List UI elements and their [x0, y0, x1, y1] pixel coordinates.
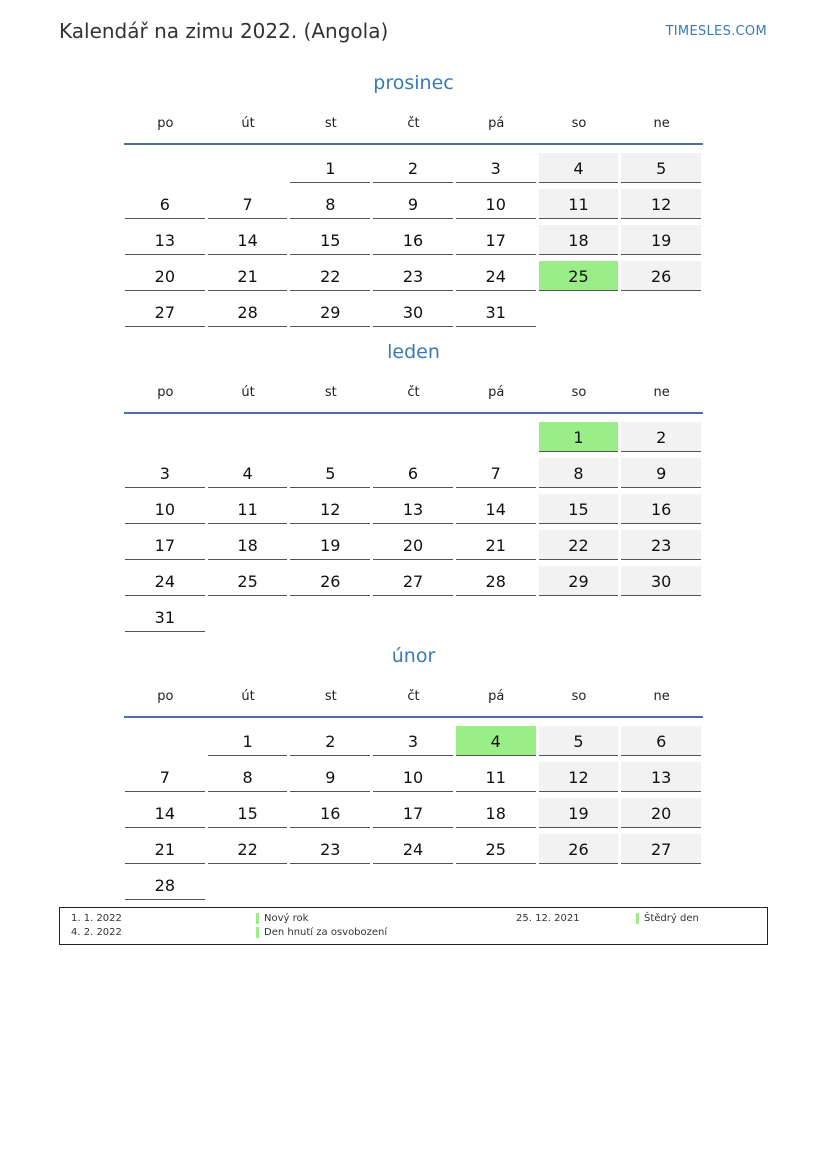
day-number: 11 — [539, 189, 619, 219]
day-cell — [372, 185, 455, 221]
day-cell — [372, 490, 455, 526]
day-cell — [207, 866, 290, 902]
day-cell — [620, 794, 703, 830]
week-row — [124, 490, 703, 526]
day-number: 4 — [208, 458, 288, 488]
day-cell — [207, 149, 290, 185]
week-row — [124, 758, 703, 794]
day-cell — [289, 454, 372, 490]
day-number: 8 — [208, 762, 288, 792]
day-cell — [124, 221, 207, 257]
weeks-grid — [124, 718, 703, 902]
day-cell — [455, 257, 538, 293]
day-cell — [289, 149, 372, 185]
day-number: 29 — [290, 297, 370, 327]
day-cell — [289, 221, 372, 257]
day-number: 12 — [539, 762, 619, 792]
day-number: 9 — [290, 762, 370, 792]
day-number: 1 — [290, 153, 370, 183]
day-cell — [538, 526, 621, 562]
week-row — [124, 418, 703, 454]
day-cell — [289, 257, 372, 293]
day-cell — [372, 598, 455, 634]
day-number: 24 — [125, 566, 205, 596]
weekday-label: po — [157, 384, 174, 400]
day-cell — [289, 866, 372, 902]
day-number: 30 — [621, 566, 701, 596]
day-cell — [372, 526, 455, 562]
day-cell — [124, 598, 207, 634]
day-cell — [124, 722, 207, 758]
day-number: 22 — [539, 530, 619, 560]
day-number: 23 — [621, 530, 701, 560]
weekday-label: so — [571, 688, 587, 704]
day-number: 14 — [208, 225, 288, 255]
day-number: 9 — [621, 458, 701, 488]
week-row — [124, 293, 703, 329]
day-number: 26 — [621, 261, 701, 291]
weekday-label: po — [157, 688, 174, 704]
day-cell — [372, 221, 455, 257]
day-cell — [124, 830, 207, 866]
day-cell — [620, 722, 703, 758]
weekday-label: so — [571, 384, 587, 400]
day-cell — [538, 794, 621, 830]
day-number: 13 — [125, 225, 205, 255]
month-title: leden — [387, 341, 440, 363]
day-number: 10 — [125, 494, 205, 524]
weeks-grid — [124, 145, 703, 329]
day-cell — [207, 257, 290, 293]
day-number: 27 — [621, 834, 701, 864]
day-cell — [289, 490, 372, 526]
week-row — [124, 149, 703, 185]
day-cell — [538, 490, 621, 526]
week-row — [124, 722, 703, 758]
weekday-label: st — [324, 384, 337, 400]
week-row — [124, 221, 703, 257]
day-cell — [124, 490, 207, 526]
day-number: 2 — [621, 422, 701, 452]
day-number: 1 — [208, 726, 288, 756]
day-cell — [372, 794, 455, 830]
day-number: 18 — [208, 530, 288, 560]
day-cell — [455, 185, 538, 221]
weeks-grid — [124, 414, 703, 634]
week-row — [124, 794, 703, 830]
legend-date: 4. 2. 2022 — [71, 927, 122, 938]
weekday-label: po — [157, 115, 174, 131]
weekday-label: pá — [488, 384, 505, 400]
day-number: 8 — [290, 189, 370, 219]
day-number: 19 — [290, 530, 370, 560]
day-cell — [455, 866, 538, 902]
day-number: 3 — [456, 153, 536, 183]
weekday-label: so — [571, 115, 587, 131]
day-cell — [620, 418, 703, 454]
day-number: 12 — [621, 189, 701, 219]
day-cell — [620, 866, 703, 902]
day-number: 21 — [125, 834, 205, 864]
day-number: 7 — [125, 762, 205, 792]
day-cell — [289, 418, 372, 454]
day-number: 20 — [373, 530, 453, 560]
day-number: 21 — [208, 261, 288, 291]
month-title: únor — [391, 645, 436, 667]
day-number: 15 — [208, 798, 288, 828]
day-cell — [538, 598, 621, 634]
day-cell — [538, 293, 621, 329]
day-number: 18 — [539, 225, 619, 255]
day-cell — [207, 830, 290, 866]
day-cell — [372, 830, 455, 866]
weekday-label: út — [241, 688, 255, 704]
day-cell — [538, 562, 621, 598]
day-cell — [455, 758, 538, 794]
day-cell — [620, 562, 703, 598]
legend-holiday-name: Nový rok — [256, 913, 308, 924]
day-number: 14 — [125, 798, 205, 828]
day-cell — [207, 418, 290, 454]
day-number: 7 — [208, 189, 288, 219]
weekday-label: út — [241, 384, 255, 400]
day-cell — [124, 562, 207, 598]
day-cell — [538, 866, 621, 902]
day-cell — [289, 758, 372, 794]
day-cell — [207, 490, 290, 526]
month-leden — [124, 338, 703, 634]
day-number: 30 — [373, 297, 453, 327]
day-cell — [207, 185, 290, 221]
day-number: 29 — [539, 566, 619, 596]
holiday-legend — [59, 907, 768, 945]
day-number: 7 — [456, 458, 536, 488]
week-row — [124, 562, 703, 598]
day-cell — [620, 598, 703, 634]
day-number: 2 — [373, 153, 453, 183]
weekday-label: pá — [488, 688, 505, 704]
day-number: 23 — [373, 261, 453, 291]
day-number: 28 — [125, 870, 205, 900]
day-cell — [455, 722, 538, 758]
day-number: 24 — [456, 261, 536, 291]
day-cell — [372, 722, 455, 758]
day-number: 5 — [290, 458, 370, 488]
day-number: 6 — [621, 726, 701, 756]
day-number: 13 — [621, 762, 701, 792]
day-cell — [207, 562, 290, 598]
day-cell — [372, 418, 455, 454]
day-cell — [207, 722, 290, 758]
day-cell — [124, 454, 207, 490]
day-number: 17 — [373, 798, 453, 828]
day-cell — [289, 293, 372, 329]
day-cell — [538, 454, 621, 490]
legend-holiday-name: Den hnutí za osvobození — [256, 927, 387, 938]
day-cell — [124, 526, 207, 562]
day-number: 5 — [621, 153, 701, 183]
day-cell — [620, 830, 703, 866]
week-row — [124, 866, 703, 902]
week-row — [124, 830, 703, 866]
day-number: 23 — [290, 834, 370, 864]
day-cell — [289, 830, 372, 866]
day-number: 3 — [125, 458, 205, 488]
weekday-label: ne — [653, 115, 670, 131]
day-cell — [455, 293, 538, 329]
day-number: 15 — [290, 225, 370, 255]
day-cell — [124, 149, 207, 185]
day-number: 16 — [373, 225, 453, 255]
day-number: 25 — [208, 566, 288, 596]
day-cell — [538, 149, 621, 185]
day-cell — [538, 722, 621, 758]
day-cell — [372, 758, 455, 794]
day-cell — [620, 185, 703, 221]
day-cell — [620, 758, 703, 794]
day-number: 16 — [290, 798, 370, 828]
day-cell — [289, 598, 372, 634]
month-unor — [124, 642, 703, 902]
holiday-day: 25 — [539, 261, 619, 291]
day-cell — [289, 794, 372, 830]
week-row — [124, 454, 703, 490]
weekday-label: ne — [653, 384, 670, 400]
day-number: 22 — [290, 261, 370, 291]
week-row — [124, 185, 703, 221]
day-cell — [124, 293, 207, 329]
day-cell — [455, 454, 538, 490]
day-number: 20 — [125, 261, 205, 291]
day-cell — [455, 490, 538, 526]
day-cell — [124, 418, 207, 454]
day-cell — [207, 221, 290, 257]
weekday-label: st — [324, 688, 337, 704]
weekday-header-row — [124, 372, 703, 414]
day-number: 20 — [621, 798, 701, 828]
weekday-label: st — [324, 115, 337, 131]
day-cell — [207, 454, 290, 490]
day-number: 17 — [125, 530, 205, 560]
day-cell — [455, 562, 538, 598]
weekday-label: ne — [653, 688, 670, 704]
day-cell — [124, 185, 207, 221]
weekday-label: čt — [407, 384, 420, 400]
day-number: 26 — [290, 566, 370, 596]
day-cell — [207, 794, 290, 830]
day-cell — [538, 257, 621, 293]
day-number: 11 — [208, 494, 288, 524]
day-cell — [620, 293, 703, 329]
day-cell — [124, 257, 207, 293]
day-number: 4 — [539, 153, 619, 183]
weekday-label: pá — [488, 115, 505, 131]
day-number: 22 — [208, 834, 288, 864]
day-cell — [289, 526, 372, 562]
day-number: 13 — [373, 494, 453, 524]
day-cell — [289, 722, 372, 758]
day-cell — [207, 293, 290, 329]
day-number: 24 — [373, 834, 453, 864]
day-number: 27 — [373, 566, 453, 596]
weekday-header-row — [124, 103, 703, 145]
day-cell — [124, 866, 207, 902]
site-link[interactable]: TIMESLES.COM — [665, 24, 767, 39]
legend-date: 25. 12. 2021 — [516, 913, 580, 924]
day-number: 18 — [456, 798, 536, 828]
day-number: 26 — [539, 834, 619, 864]
day-number: 2 — [290, 726, 370, 756]
day-cell — [538, 758, 621, 794]
day-cell — [207, 526, 290, 562]
day-cell — [455, 794, 538, 830]
day-cell — [455, 830, 538, 866]
day-number: 17 — [456, 225, 536, 255]
day-cell — [620, 454, 703, 490]
day-number: 19 — [621, 225, 701, 255]
day-number: 11 — [456, 762, 536, 792]
day-number: 5 — [539, 726, 619, 756]
week-row — [124, 598, 703, 634]
legend-holiday-name: Štědrý den — [636, 913, 699, 924]
week-row — [124, 257, 703, 293]
day-number: 10 — [373, 762, 453, 792]
day-number: 21 — [456, 530, 536, 560]
day-number: 19 — [539, 798, 619, 828]
week-row — [124, 526, 703, 562]
day-number: 3 — [373, 726, 453, 756]
day-cell — [455, 149, 538, 185]
day-cell — [124, 794, 207, 830]
day-cell — [620, 221, 703, 257]
weekday-header-row — [124, 676, 703, 718]
month-prosinec — [124, 69, 703, 329]
day-cell — [538, 830, 621, 866]
day-cell — [455, 598, 538, 634]
day-cell — [620, 257, 703, 293]
day-cell — [289, 562, 372, 598]
day-cell — [372, 257, 455, 293]
holiday-day: 1 — [539, 422, 619, 452]
day-cell — [207, 758, 290, 794]
day-cell — [620, 526, 703, 562]
month-title: prosinec — [373, 72, 454, 94]
day-cell — [620, 490, 703, 526]
day-cell — [372, 454, 455, 490]
day-number: 25 — [456, 834, 536, 864]
day-cell — [538, 418, 621, 454]
day-number: 28 — [208, 297, 288, 327]
day-number: 8 — [539, 458, 619, 488]
day-number: 15 — [539, 494, 619, 524]
holiday-day: 4 — [456, 726, 536, 756]
day-number: 14 — [456, 494, 536, 524]
day-cell — [455, 526, 538, 562]
day-cell — [372, 562, 455, 598]
day-number: 16 — [621, 494, 701, 524]
day-number: 9 — [373, 189, 453, 219]
day-number: 31 — [125, 602, 205, 632]
day-number: 6 — [373, 458, 453, 488]
day-cell — [124, 758, 207, 794]
day-cell — [538, 221, 621, 257]
day-cell — [372, 149, 455, 185]
day-number: 28 — [456, 566, 536, 596]
day-number: 6 — [125, 189, 205, 219]
day-cell — [207, 598, 290, 634]
weekday-label: čt — [407, 115, 420, 131]
day-cell — [372, 866, 455, 902]
day-number: 12 — [290, 494, 370, 524]
day-cell — [620, 149, 703, 185]
day-number: 27 — [125, 297, 205, 327]
legend-date: 1. 1. 2022 — [71, 913, 122, 924]
day-number: 10 — [456, 189, 536, 219]
weekday-label: čt — [407, 688, 420, 704]
day-cell — [455, 418, 538, 454]
page-title: Kalendář na zimu 2022. (Angola) — [59, 19, 389, 43]
day-cell — [538, 185, 621, 221]
day-cell — [372, 293, 455, 329]
day-cell — [289, 185, 372, 221]
day-number: 31 — [456, 297, 536, 327]
day-cell — [455, 221, 538, 257]
weekday-label: út — [241, 115, 255, 131]
